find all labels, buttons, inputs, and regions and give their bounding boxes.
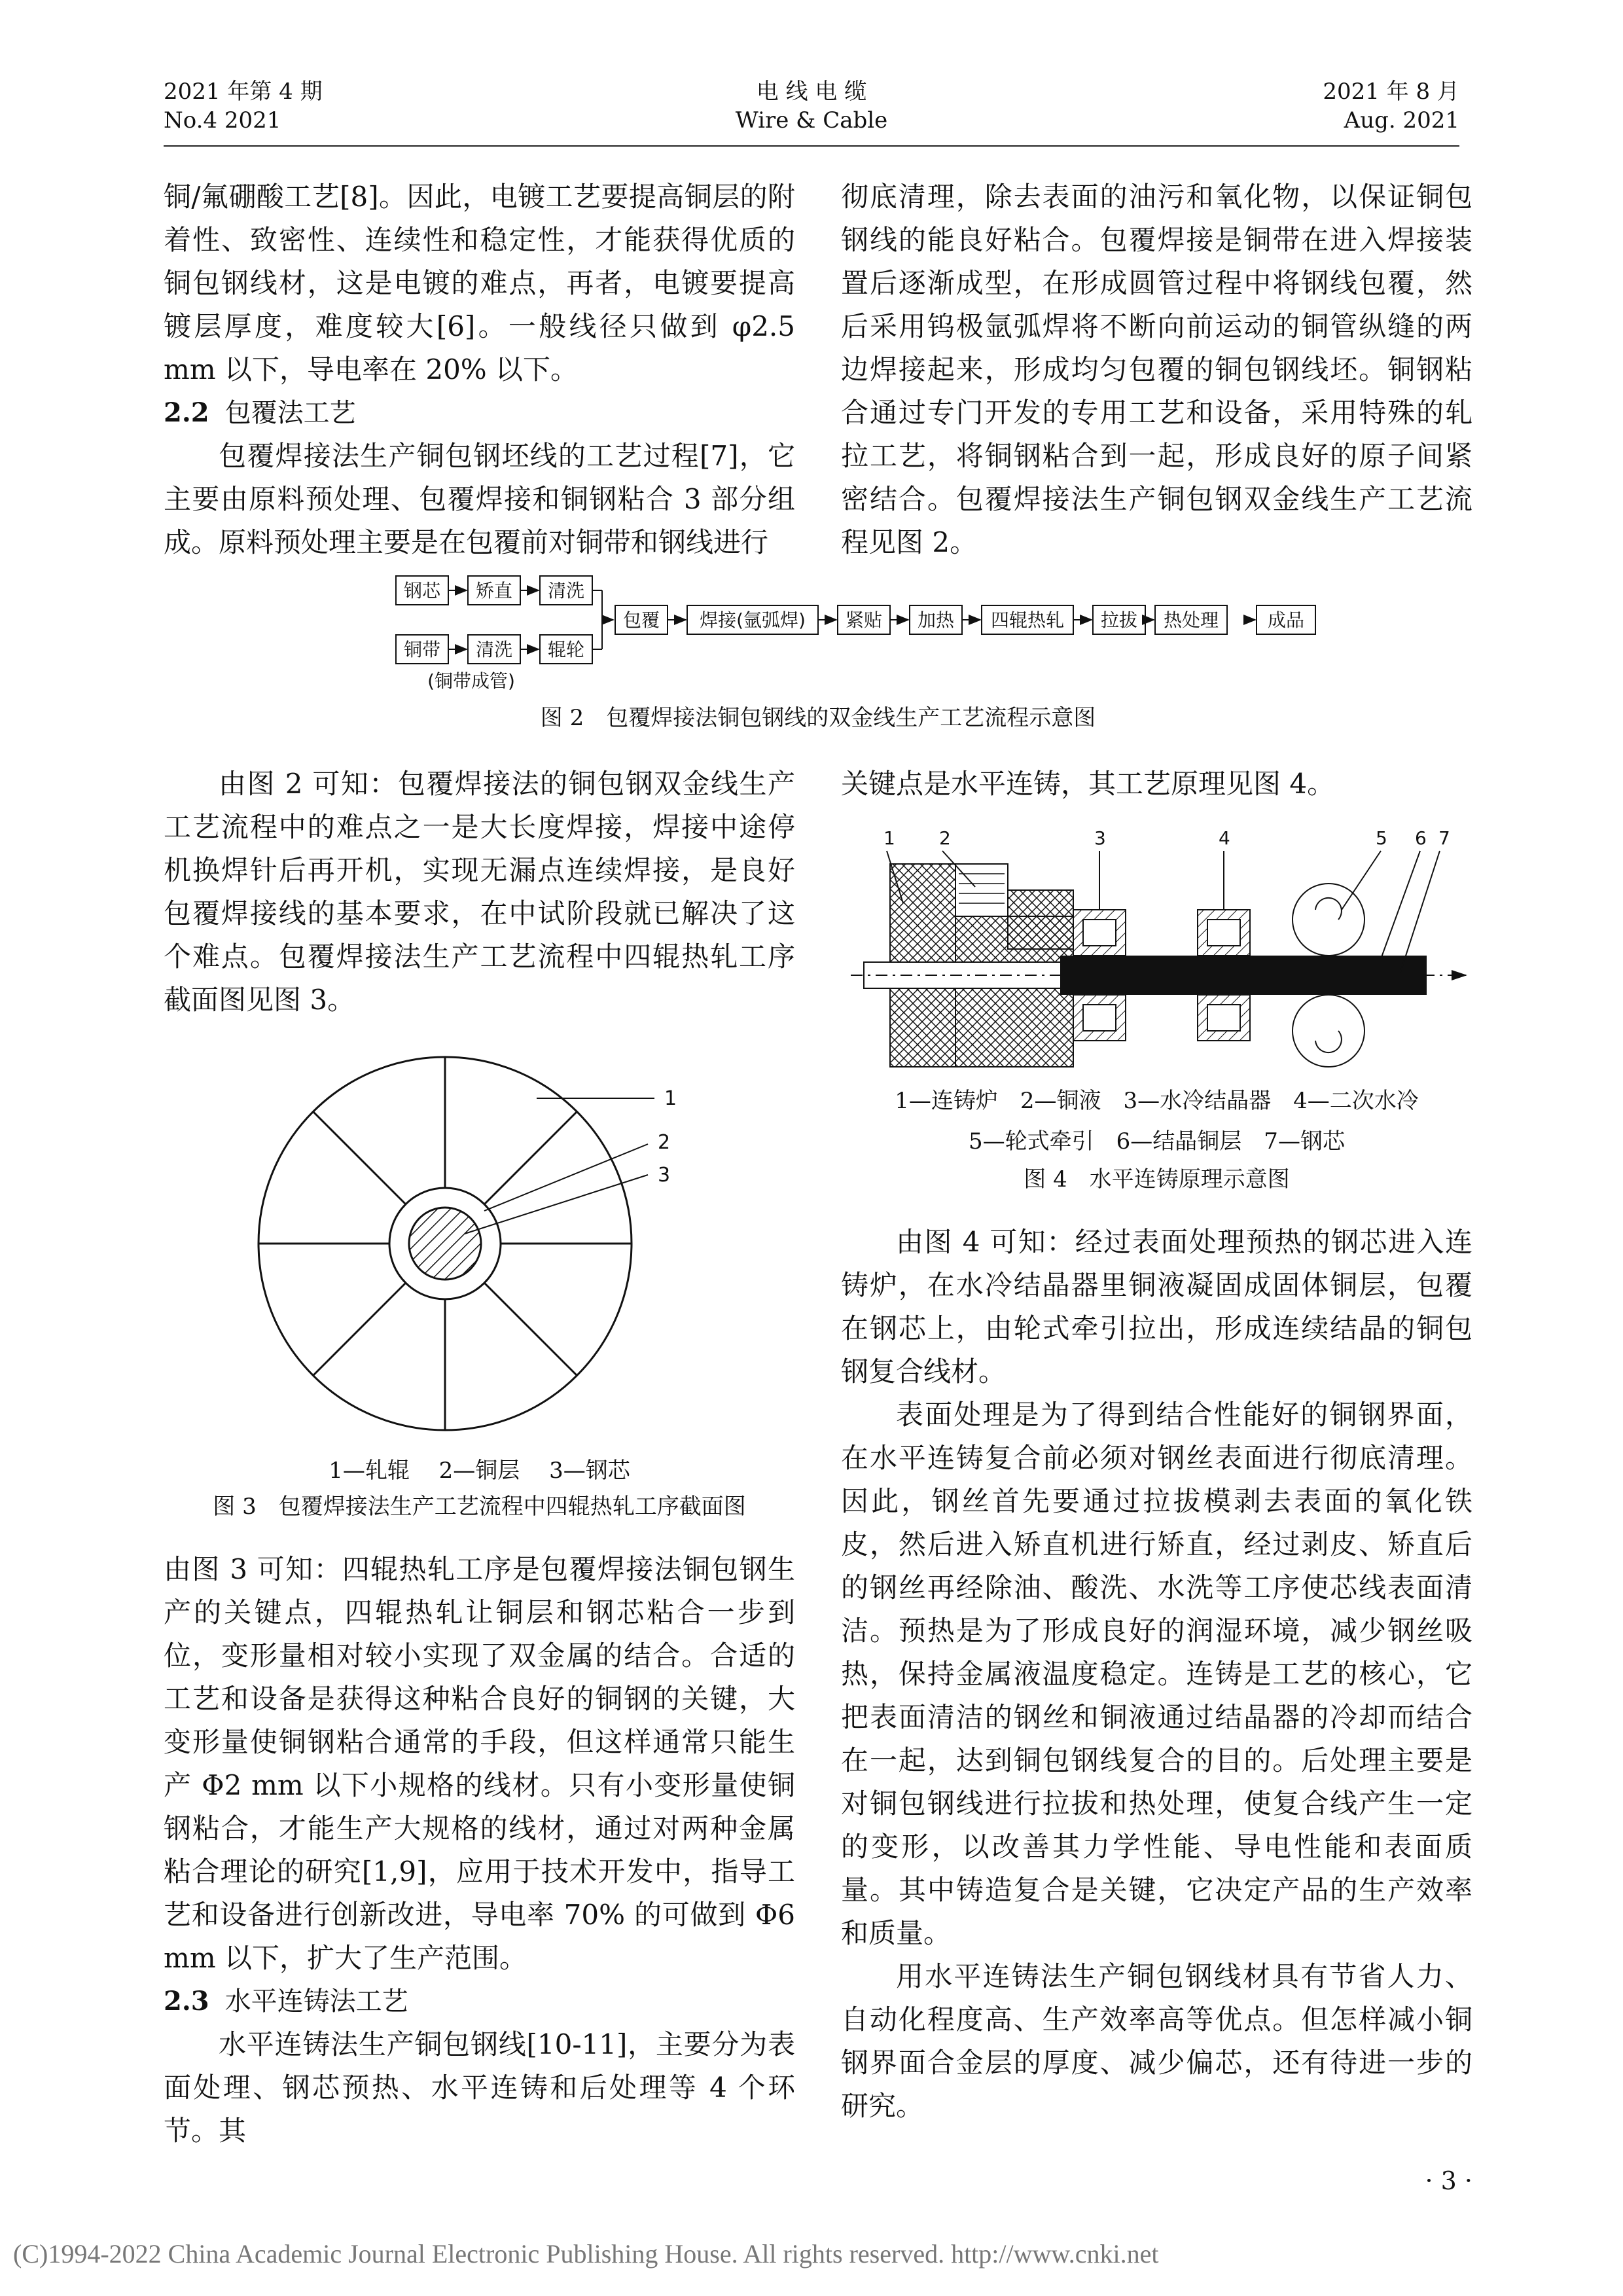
left-column-middle (164, 762, 795, 1022)
figure-4-legend-1: 1—连铸炉 2—铜液 3—水冷结晶器 4—二次水冷 (895, 1088, 1419, 1114)
label: 5 (1376, 827, 1387, 849)
flow-step: 四辊热轧 (990, 609, 1065, 631)
label: 2 (658, 1131, 671, 1154)
figure-2-flowchart-end (1243, 569, 1361, 694)
figure-3-legend: 1—轧辊 2—铜层 3—钢芯 (329, 1458, 630, 1484)
flow-step: 铜带 (403, 639, 441, 660)
left-column-bottom (164, 1548, 795, 2153)
label: 7 (1438, 827, 1450, 849)
figure-4-legend-2: 5—轮式牵引 6—结晶铜层 7—钢芯 (969, 1128, 1345, 1155)
figure-4-diagram (844, 825, 1472, 1086)
flow-step: 成品 (1267, 609, 1305, 631)
label: 4 (1219, 827, 1230, 849)
paragraph: 由图 3 可知：四辊热轧工序是包覆焊接法铜包钢生产的关键点，四辊热轧让铜层和钢芯粘合一步到位，变形量相对较小实现了双金属的结合。合适的工艺和设备是获得这种粘合良好的铜钢的关键，大变形量使铜钢粘合通常的手段，但这样通常只能生产 Φ2 mm 以下小规格的线材。只有小变形量使铜钢粘合，才能生产大规格的线材，通过对两种金属粘合理论的研究[1,9]，应用于技术开发中，指导工艺和设备进行创新改进，导电率 70% 的可做到 Φ6 mm 以下，扩大了生产范围。 (164, 1553, 795, 1974)
section-heading-2-3: 2.3 水平连铸法工艺 (164, 1986, 408, 2017)
flow-step: 加热 (917, 609, 955, 631)
flow-step: 热处理 (1163, 609, 1219, 631)
page-number: · 3 · (1425, 2166, 1472, 2195)
section-heading-2-2: 2.2 包覆法工艺 (164, 397, 356, 428)
paragraph: 铜/氟硼酸工艺[8]。因此，电镀工艺要提高铜层的附着性、致密性、连续性和稳定性，才能获得优质的铜包钢线材，这是电镀的难点，再者，电镀要提高镀层厚度，难度较大[6]。一般线径只做到 φ2.5 mm 以下，导电率在 20% 以下。 (164, 181, 795, 386)
left-column-top (164, 175, 795, 564)
figure-3-caption: 图 3 包覆焊接法生产工艺流程中四辊热轧工序截面图 (213, 1494, 746, 1520)
header-issue: 2021 年第 4 期 No.4 2021 (164, 79, 323, 134)
header-rule (164, 145, 1459, 147)
label: 1 (664, 1087, 677, 1110)
paragraph: 用水平连铸法生产铜包钢线材具有节省人力、自动化程度高、生产效率高等优点。但怎样减小铜钢界面合金层的厚度、减少偏芯，还有待进一步的研究。 (841, 1960, 1472, 2122)
copyright-footer: (C)1994-2022 China Academic Journal Electronic Publishing House. All rights reserved. http://www.cnki.net (13, 2239, 1159, 2269)
right-column-top (841, 175, 1472, 564)
flow-step: 清洗 (547, 580, 585, 601)
figure-2-caption: 图 2 包覆焊接法铜包钢线的双金线生产工艺流程示意图 (540, 705, 1096, 731)
flow-step: 包覆 (622, 609, 660, 631)
header-date: 2021 年 8 月 Aug. 2021 (1323, 79, 1459, 134)
flow-step: 矫直 (475, 580, 513, 601)
paragraph: 关键点是水平连铸，其工艺原理见图 4。 (841, 768, 1335, 800)
header-journal: 电 线 电 缆 Wire & Cable (735, 79, 888, 134)
label: 1 (883, 827, 895, 849)
flow-step: 清洗 (475, 639, 513, 660)
figure-2-flowchart (393, 569, 1243, 694)
paragraph: 由图 2 可知：包覆焊接法的铜包钢双金线生产工艺流程中的难点之一是大长度焊接，焊接中途停机换焊针后再开机，实现无漏点连续焊接，是良好包覆焊接线的基本要求，在中试阶段就已解决了这个难点。包覆焊接法生产工艺流程中四辊热轧工序截面图见图 3。 (164, 768, 795, 1016)
paragraph: 由图 4 可知：经过表面处理预热的钢芯进入连铸炉，在水冷结晶器里铜液凝固成固体铜层，包覆在钢芯上，由轮式牵引拉出，形成连续结晶的铜包钢复合线材。 (841, 1226, 1472, 1388)
paragraph: 包覆焊接法生产铜包钢坯线的工艺过程[7]，它主要由原料预处理、包覆焊接和铜钢粘合 3 部分组成。原料预处理主要是在包覆前对铜带和钢线进行 (164, 440, 795, 558)
right-column-bottom (841, 1221, 1472, 2128)
flow-step: 焊接(氩弧焊) (700, 609, 806, 631)
flow-step: 钢芯 (403, 580, 441, 601)
label: 3 (1094, 827, 1106, 849)
flow-step: 辊轮 (547, 639, 585, 660)
figure-4-caption: 图 4 水平连铸原理示意图 (1024, 1166, 1290, 1193)
figure-3-cross-section (249, 1047, 707, 1453)
label: 3 (658, 1164, 671, 1187)
paragraph: 彻底清理，除去表面的油污和氧化物，以保证铜包钢线的能良好粘合。包覆焊接是铜带在进入焊接装置后逐渐成型，在形成圆管过程中将钢线包覆，然后采用钨极氩弧焊将不断向前运动的铜管纵缝的两边焊接起来，形成均匀包覆的铜包钢线坯。铜钢粘合通过专门开发的专用工艺和设备，采用特殊的轧拉工艺，将铜钢粘合到一起，形成良好的原子间紧密结合。包覆焊接法生产铜包钢双金线生产工艺流程见图 2。 (841, 181, 1472, 558)
flow-note: (铜带成管) (427, 670, 515, 692)
paragraph: 表面处理是为了得到结合性能好的铜钢界面，在水平连铸复合前必须对钢丝表面进行彻底清理。因此，钢丝首先要通过拉拔模剥去表面的氧化铁皮，然后进入矫直机进行矫直，经过剥皮、矫直后的钢丝再经除油、酸洗、水洗等工序使芯线表面清洁。预热是为了形成良好的润湿环境，减少钢丝吸热，保持金属液温度稳定。连铸是工艺的核心，它把表面清洁的钢丝和铜液通过结晶器的冷却而结合在一起，达到铜包钢线复合的目的。后处理主要是对铜包钢线进行拉拔和热处理，使复合线产生一定的变形，以改善其力学性能、导电性能和表面质量。其中铸造复合是关键，它决定产品的生产效率和质量。 (841, 1399, 1472, 1949)
flow-step: 紧贴 (845, 609, 883, 631)
right-column-middle (841, 762, 1472, 806)
flow-step: 拉拔 (1100, 609, 1138, 631)
label: 6 (1415, 827, 1427, 849)
paragraph: 水平连铸法生产铜包钢线[10-11]，主要分为表面处理、钢芯预热、水平连铸和后处理等 4 个环节。其 (164, 2028, 795, 2147)
label: 2 (939, 827, 951, 849)
